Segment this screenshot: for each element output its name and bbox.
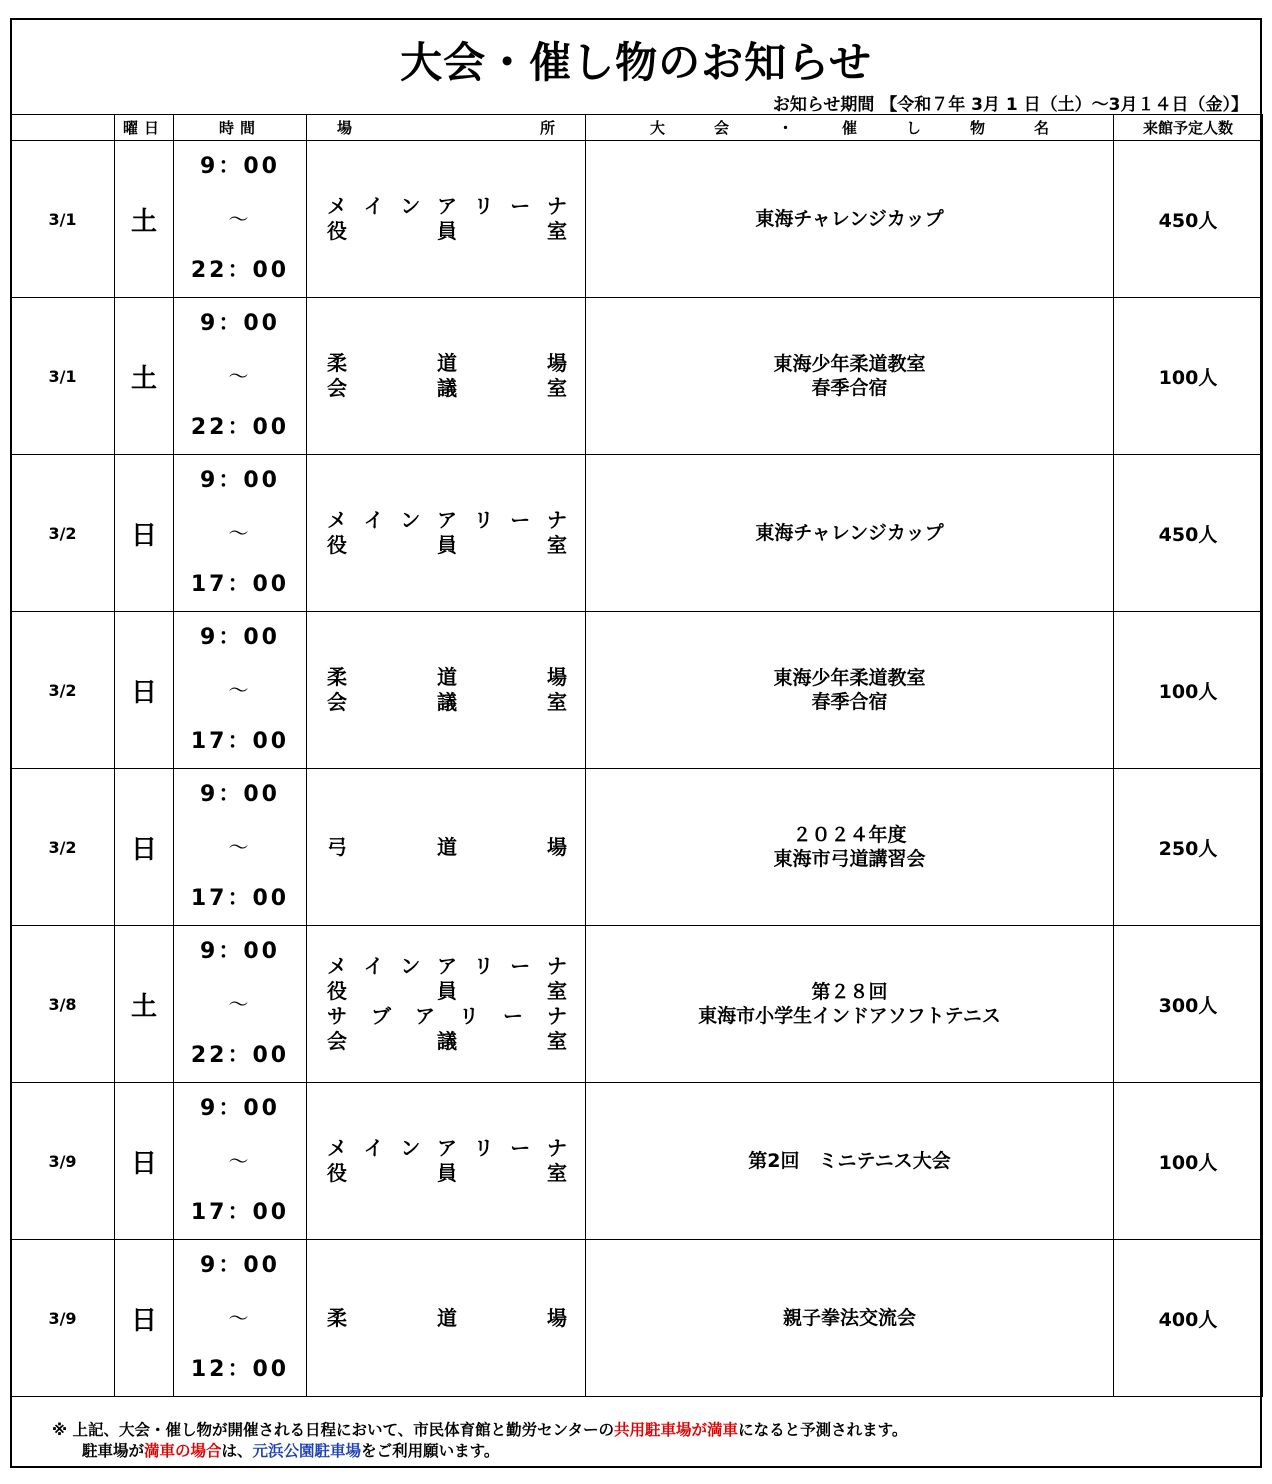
- event-line: 親子拳法交流会: [782, 1307, 916, 1329]
- place-char: 室: [547, 533, 567, 557]
- place-char: 室: [547, 1029, 567, 1053]
- event-line: 東海市小学生インドアソフトテニス: [698, 1005, 1001, 1027]
- place-char: メ: [327, 954, 347, 978]
- event-line: 東海少年柔道教室: [773, 667, 926, 689]
- row-date: 3/8: [11, 926, 115, 1083]
- row-count: 300人: [1114, 926, 1263, 1083]
- place-char: 弓: [327, 834, 347, 859]
- parking-notice-line2: [52, 1441, 907, 1462]
- row-event: [586, 1240, 1114, 1397]
- place-char: ア: [436, 954, 457, 978]
- header-event-char: し: [905, 119, 921, 137]
- row-time-tilde: ～: [228, 1306, 252, 1330]
- place-char: 議: [437, 376, 457, 400]
- row-place: [307, 612, 586, 769]
- place-char: 員: [437, 979, 457, 1003]
- place-char: 室: [547, 219, 567, 243]
- row-time-end: 12：00: [190, 1357, 290, 1382]
- place-char: 道: [437, 834, 457, 859]
- row-time-tilde: ～: [228, 992, 252, 1016]
- place-char: ナ: [546, 194, 567, 218]
- header-event-char: 大: [649, 119, 665, 137]
- place-char: 会: [327, 690, 347, 714]
- table-row: [11, 1083, 1263, 1240]
- event-line: 第２８回: [811, 981, 888, 1003]
- row-count: 250人: [1114, 769, 1263, 926]
- place-char: リ: [473, 508, 494, 532]
- parking-notice: [52, 1420, 907, 1462]
- place-char: リ: [459, 1004, 479, 1028]
- place-char: ー: [510, 954, 531, 978]
- table-row: [11, 769, 1263, 926]
- row-event: [586, 1083, 1114, 1240]
- place-char: ナ: [546, 508, 567, 532]
- table-row: [11, 141, 1263, 298]
- header-event-char: 物: [969, 119, 985, 137]
- row-time: [174, 926, 307, 1083]
- table-row: [11, 455, 1263, 612]
- place-char: 場: [547, 1305, 567, 1330]
- place-char: 会: [327, 1029, 347, 1053]
- row-time: [174, 298, 307, 455]
- place-char: 柔: [327, 665, 347, 689]
- place-line: [327, 1004, 567, 1029]
- place-char: メ: [327, 1136, 347, 1160]
- place-char: リ: [473, 1136, 494, 1160]
- row-time-end: 17：00: [190, 729, 290, 754]
- place-char: 役: [327, 533, 347, 557]
- place-char: 場: [547, 351, 567, 375]
- place-char: イ: [363, 954, 384, 978]
- place-char: ー: [503, 1004, 523, 1028]
- event-line: 東海市弓道講習会: [773, 848, 926, 870]
- place-line: [327, 1306, 567, 1331]
- place-char: ン: [400, 508, 421, 532]
- row-count: 100人: [1114, 298, 1263, 455]
- header-event: [586, 115, 1114, 141]
- event-line: 東海少年柔道教室: [773, 353, 926, 375]
- row-count: 450人: [1114, 141, 1263, 298]
- header-date: [11, 115, 115, 141]
- row-date: 3/9: [11, 1083, 115, 1240]
- place-char: イ: [363, 1136, 384, 1160]
- place-line: [327, 376, 567, 401]
- table-row: [11, 612, 1263, 769]
- place-char: 道: [437, 665, 457, 689]
- row-place: [307, 298, 586, 455]
- place-char: イ: [363, 194, 384, 218]
- place-line: [327, 219, 567, 244]
- row-date: 3/1: [11, 298, 115, 455]
- place-line: [327, 508, 567, 533]
- row-event: [586, 926, 1114, 1083]
- table-row: [11, 926, 1263, 1083]
- row-weekday: 土: [115, 298, 174, 455]
- row-date: 3/9: [11, 1240, 115, 1397]
- row-date: 3/2: [11, 769, 115, 926]
- place-char: ン: [400, 194, 421, 218]
- row-time-tilde: ～: [228, 835, 252, 859]
- place-char: 場: [547, 665, 567, 689]
- header-time: 時間: [174, 115, 307, 141]
- notice-segment: 駐車場が: [82, 1442, 145, 1460]
- event-line: ２０２４年度: [792, 824, 907, 846]
- place-char: 議: [437, 1029, 457, 1053]
- place-char: 員: [437, 1161, 457, 1185]
- place-line: [327, 351, 567, 376]
- event-line: 東海チャレンジカップ: [755, 522, 944, 544]
- row-weekday: 土: [115, 141, 174, 298]
- row-weekday: 日: [115, 1083, 174, 1240]
- events-table: [10, 114, 1263, 1397]
- place-char: メ: [327, 194, 347, 218]
- notice-period: お知らせ期間 【令和７年 3月 1 日（土）～3月１４日（金）】: [772, 95, 1248, 115]
- place-char: ナ: [546, 1136, 567, 1160]
- place-char: 場: [547, 834, 567, 859]
- row-event: [586, 769, 1114, 926]
- row-time-start: 9：00: [200, 939, 280, 964]
- place-line: [327, 194, 567, 219]
- row-time: [174, 769, 307, 926]
- row-date: 3/2: [11, 455, 115, 612]
- row-event: [586, 612, 1114, 769]
- notice-segment: 元浜公園駐車場: [252, 1442, 362, 1460]
- row-date: 3/1: [11, 141, 115, 298]
- place-char: サ: [327, 1004, 347, 1028]
- place-line: [327, 1029, 567, 1054]
- header-place-right: 所: [539, 119, 555, 137]
- place-char: ア: [415, 1004, 435, 1028]
- notice-frame: [10, 18, 1262, 1468]
- row-time-tilde: ～: [228, 521, 252, 545]
- place-char: ア: [436, 194, 457, 218]
- row-time-start: 9：00: [200, 782, 280, 807]
- row-place: [307, 141, 586, 298]
- notice-segment: 共用駐車場が満車: [614, 1421, 739, 1439]
- row-time: [174, 612, 307, 769]
- row-event: [586, 455, 1114, 612]
- header-weekday: 曜日: [115, 115, 174, 141]
- notice-segment: になると予測されます。: [738, 1421, 908, 1439]
- place-char: 室: [547, 690, 567, 714]
- row-weekday: 日: [115, 455, 174, 612]
- row-time-start: 9：00: [200, 625, 280, 650]
- row-place: [307, 455, 586, 612]
- place-char: 議: [437, 690, 457, 714]
- header-place: [307, 115, 586, 141]
- notice-segment: は、: [221, 1442, 253, 1460]
- place-char: ー: [510, 194, 531, 218]
- place-line: [327, 533, 567, 558]
- row-weekday: 日: [115, 1240, 174, 1397]
- place-char: 会: [327, 376, 347, 400]
- header-event-char: 催: [841, 119, 857, 137]
- place-char: メ: [327, 508, 347, 532]
- place-char: ア: [436, 1136, 457, 1160]
- row-place: [307, 1240, 586, 1397]
- place-line: [327, 1136, 567, 1161]
- place-char: 員: [437, 533, 457, 557]
- place-line: [327, 1161, 567, 1186]
- notice-segment: 満車の場合: [144, 1442, 222, 1460]
- row-time-start: 9：00: [200, 1253, 280, 1278]
- place-char: 柔: [327, 351, 347, 375]
- row-count: 100人: [1114, 612, 1263, 769]
- row-time-end: 17：00: [190, 886, 290, 911]
- header-count: 来館予定人数: [1114, 115, 1263, 141]
- place-char: 室: [547, 376, 567, 400]
- header-event-char: 名: [1033, 119, 1049, 137]
- row-time-end: 22：00: [190, 1043, 290, 1068]
- row-time-end: 22：00: [190, 415, 290, 440]
- row-event: [586, 298, 1114, 455]
- place-line: [327, 835, 567, 860]
- place-char: 室: [547, 1161, 567, 1185]
- row-place: [307, 769, 586, 926]
- place-char: ブ: [371, 1004, 391, 1028]
- place-line: [327, 954, 567, 979]
- page-title: 大会・催し物のお知らせ: [400, 38, 872, 87]
- parking-notice-line1: [52, 1420, 907, 1441]
- place-char: 役: [327, 979, 347, 1003]
- table-row: [11, 298, 1263, 455]
- row-count: 400人: [1114, 1240, 1263, 1397]
- place-char: ナ: [546, 954, 567, 978]
- row-time: [174, 1240, 307, 1397]
- place-char: ン: [400, 1136, 421, 1160]
- row-time: [174, 1083, 307, 1240]
- notice-segment: をご利用願います。: [361, 1442, 500, 1460]
- row-weekday: 日: [115, 612, 174, 769]
- row-time-start: 9：00: [200, 468, 280, 493]
- place-char: 員: [437, 219, 457, 243]
- row-place: [307, 1083, 586, 1240]
- header-event-char: ・: [777, 119, 793, 137]
- row-time-tilde: ～: [228, 678, 252, 702]
- event-line: 東海チャレンジカップ: [755, 208, 944, 230]
- place-char: ー: [510, 508, 531, 532]
- place-char: ー: [510, 1136, 531, 1160]
- place-char: 役: [327, 1161, 347, 1185]
- place-char: 役: [327, 219, 347, 243]
- place-char: 道: [437, 351, 457, 375]
- place-char: 室: [547, 979, 567, 1003]
- event-line: 春季合宿: [811, 691, 888, 713]
- place-char: リ: [473, 954, 494, 978]
- table-header: [11, 115, 1263, 141]
- row-time-start: 9：00: [200, 1096, 280, 1121]
- header-place-left: 場: [337, 119, 353, 137]
- row-time: [174, 141, 307, 298]
- table-body: [11, 141, 1263, 1397]
- place-char: リ: [473, 194, 494, 218]
- place-line: [327, 979, 567, 1004]
- place-line: [327, 665, 567, 690]
- row-weekday: 日: [115, 769, 174, 926]
- row-time-tilde: ～: [228, 1149, 252, 1173]
- row-weekday: 土: [115, 926, 174, 1083]
- row-date: 3/2: [11, 612, 115, 769]
- event-line: 春季合宿: [811, 377, 888, 399]
- row-event: [586, 141, 1114, 298]
- place-char: ナ: [547, 1004, 567, 1028]
- header-event-char: 会: [713, 119, 729, 137]
- row-count: 100人: [1114, 1083, 1263, 1240]
- place-char: ン: [400, 954, 421, 978]
- place-char: 道: [437, 1305, 457, 1330]
- notice-segment: ※ 上記、大会・催し物が開催される日程において、市民体育館と勤労センターの: [52, 1421, 615, 1439]
- row-time: [174, 455, 307, 612]
- table-row: [11, 1240, 1263, 1397]
- row-time-tilde: ～: [228, 207, 252, 231]
- event-line: 第2回 ミニテニス大会: [748, 1150, 951, 1172]
- row-time-tilde: ～: [228, 364, 252, 388]
- place-char: ア: [436, 508, 457, 532]
- row-time-end: 17：00: [190, 572, 290, 597]
- row-time-start: 9：00: [200, 311, 280, 336]
- row-count: 450人: [1114, 455, 1263, 612]
- row-time-end: 17：00: [190, 1200, 290, 1225]
- row-time-end: 22：00: [190, 258, 290, 283]
- row-place: [307, 926, 586, 1083]
- place-char: 柔: [327, 1305, 347, 1330]
- place-line: [327, 690, 567, 715]
- place-char: イ: [363, 508, 384, 532]
- row-time-start: 9：00: [200, 154, 280, 179]
